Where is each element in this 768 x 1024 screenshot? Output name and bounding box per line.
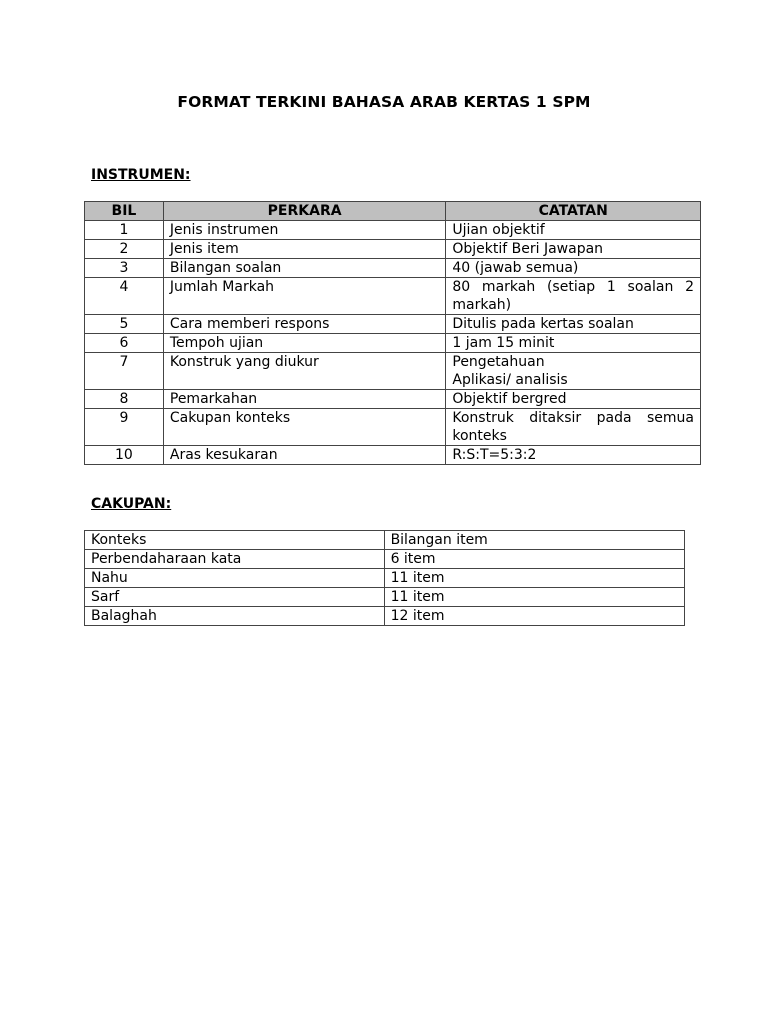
perkara-cell: Cakupan konteks [163, 409, 446, 446]
table-row [85, 240, 701, 259]
table-row [85, 531, 685, 550]
konteks-cell: Perbendaharaan kata [85, 550, 385, 569]
perkara-cell: Jumlah Markah [163, 278, 446, 315]
perkara-cell: Aras kesukaran [163, 446, 446, 465]
document-title: FORMAT TERKINI BAHASA ARAB KERTAS 1 SPM [177, 93, 591, 111]
bil-cell: 7 [85, 353, 164, 390]
header-perkara: PERKARA [163, 202, 446, 221]
table-row [85, 390, 701, 409]
perkara-cell: Bilangan soalan [163, 259, 446, 278]
bil-cell: 6 [85, 334, 164, 353]
catatan-cell [446, 259, 701, 278]
header-catatan: CATATAN [446, 202, 701, 221]
catatan-line: 40 (jawab semua) [452, 260, 579, 276]
cakupan-table [84, 530, 685, 626]
catatan-cell [446, 315, 701, 334]
catatan-line: Konstruk ditaksir pada semua konteks [452, 410, 694, 444]
table-row [85, 409, 701, 446]
catatan-cell [446, 221, 701, 240]
catatan-cell [446, 446, 701, 465]
catatan-line: Aplikasi/ analisis [452, 372, 568, 388]
perkara-cell: Jenis item [163, 240, 446, 259]
konteks-cell: Konteks [85, 531, 385, 550]
instrumen-table [84, 201, 701, 465]
bilangan-item-cell: 11 item [384, 588, 684, 607]
bilangan-item-cell: Bilangan item [384, 531, 684, 550]
konteks-cell: Sarf [85, 588, 385, 607]
catatan-cell [446, 240, 701, 259]
catatan-cell [446, 334, 701, 353]
catatan-cell [446, 409, 701, 446]
bil-cell: 2 [85, 240, 164, 259]
perkara-cell: Jenis instrumen [163, 221, 446, 240]
table-row [85, 221, 701, 240]
catatan-line: Objektif Beri Jawapan [452, 241, 604, 257]
bilangan-item-cell: 6 item [384, 550, 684, 569]
table-row [85, 278, 701, 315]
table-row [85, 353, 701, 390]
perkara-cell: Konstruk yang diukur [163, 353, 446, 390]
catatan-cell [446, 278, 701, 315]
catatan-line: Pengetahuan [452, 354, 545, 370]
table-row [85, 259, 701, 278]
instrumen-heading: INSTRUMEN: [91, 167, 191, 183]
catatan-line: Ditulis pada kertas soalan [452, 316, 634, 332]
bil-cell: 4 [85, 278, 164, 315]
bil-cell: 10 [85, 446, 164, 465]
catatan-line: Objektif bergred [452, 391, 567, 407]
cakupan-heading: CAKUPAN: [91, 496, 172, 512]
table-header-row [85, 202, 701, 221]
konteks-cell: Balaghah [85, 607, 385, 626]
perkara-cell: Cara memberi respons [163, 315, 446, 334]
bil-cell: 1 [85, 221, 164, 240]
catatan-line: 1 jam 15 minit [452, 335, 555, 351]
table-row [85, 315, 701, 334]
table-row [85, 607, 685, 626]
catatan-line: Ujian objektif [452, 222, 545, 238]
bil-cell: 3 [85, 259, 164, 278]
catatan-line: R:S:T=5:3:2 [452, 447, 537, 463]
catatan-line: 80 markah (setiap 1 soalan 2 markah) [452, 279, 694, 313]
table-row [85, 550, 685, 569]
bilangan-item-cell: 11 item [384, 569, 684, 588]
bil-cell: 8 [85, 390, 164, 409]
konteks-cell: Nahu [85, 569, 385, 588]
bil-cell: 9 [85, 409, 164, 446]
table-row [85, 334, 701, 353]
catatan-cell [446, 390, 701, 409]
bilangan-item-cell: 12 item [384, 607, 684, 626]
header-bil: BIL [85, 202, 164, 221]
perkara-cell: Tempoh ujian [163, 334, 446, 353]
perkara-cell: Pemarkahan [163, 390, 446, 409]
table-row [85, 588, 685, 607]
bil-cell: 5 [85, 315, 164, 334]
table-row [85, 446, 701, 465]
table-row [85, 569, 685, 588]
catatan-cell [446, 353, 701, 390]
